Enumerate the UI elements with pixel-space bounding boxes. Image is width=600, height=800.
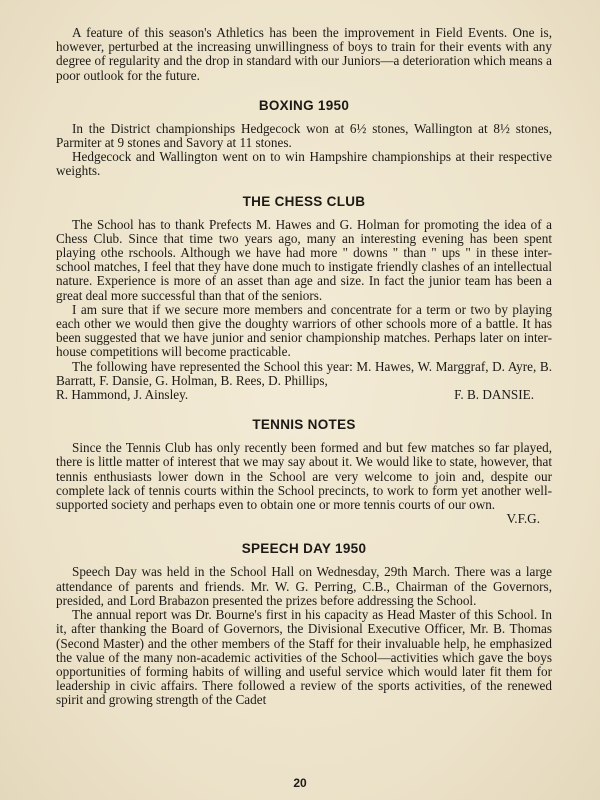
tennis-heading: TENNIS NOTES: [252, 417, 356, 433]
chess-paragraph-2: I am sure that if we secure more members and concentrate for a term or two by playing each other we would then give the doughty warriors of other schools more of a battle. It has been suggested that we have junior and senior championship matches. Perhaps later on inter-house competitions will become practicable.: [56, 301, 552, 360]
tennis-section: [56, 417, 552, 526]
tennis-paragraph: Since the Tennis Club has only recently been formed and but few matches so far played, there is little matter of interest that we may say about it. We would like to state, however, that tennis enthusiasts lower down in the School are very welcome to join and, despite our complete lack of tennis courts within the School precincts, to work to form yet another well-supported society and perhaps even to obtain one or more tennis courts of our own.: [56, 440, 552, 513]
chess-paragraph-3: The following have represented the School this year: M. Hawes, W. Marggraf, D. Ayre, B. Barratt, F. Dansie, G. Holman, B. Rees, D. Phillips,: [56, 358, 552, 388]
athletics-paragraph: A feature of this season's Athletics has been the improvement in Field Events. One is, however, perturbed at the increasing unwillingness of boys to train for their events with any degree of regularity and the drop in standard with our Juniors—a deterioration which means a poor outlook for the future.: [56, 25, 552, 83]
page-number: 20: [293, 776, 307, 790]
speech-day-section: [56, 541, 552, 707]
chess-members-last-line: R. Hammond, J. Ainsley.: [56, 387, 189, 403]
tennis-signoff: V.F.G.: [506, 511, 540, 527]
chess-section: [56, 194, 552, 403]
speech-day-paragraph-1: Speech Day was held in the School Hall on Wednesday, 29th March. There was a large attendance of parents and friends. Mr. W. G. Perring, C.B., Chairman of the Governors, presided, and Lord Brabazon presented the prizes before addressing the School.: [56, 564, 552, 608]
speech-day-paragraph-2: The annual report was Dr. Bourne's first in his capacity as Head Master of this School. In it, after thanking the Board of Governors, the Divisional Executive Officer, Mr. B. Thomas (Second Master) and the other members of the Staff for their invaluable help, he emphasized the value of the many non-academic activities of the School—activities which gave the boys opportunities of forming habits of willing and useful service which would later fit them for leadership in civic affairs. There followed a review of the sports activities, of the renewed spirit and growing strength of the Cadet: [56, 607, 552, 708]
boxing-paragraph-2: Hedgecock and Wallington went on to win Hampshire championships at their respective weights.: [56, 149, 552, 179]
chess-heading: THE CHESS CLUB: [242, 193, 366, 209]
athletics-section: [56, 26, 552, 83]
speech-day-heading: SPEECH DAY 1950: [241, 541, 367, 557]
boxing-paragraph-1: In the District championships Hedgecock won at 6½ stones, Wallington at 8½ stones, Parmiter at 9 stones and Savory at 11 stones.: [56, 120, 552, 151]
boxing-heading: BOXING 1950: [258, 97, 350, 113]
boxing-section: [56, 98, 552, 179]
chess-paragraph-1: The School has to thank Prefects M. Hawes and G. Holman for promoting the idea of a Chess Club. Since that time two years ago, many an interesting evening has been spent playing othe rschools. Although we have had more " downs " than " ups " in these inter-school matches, I feel that they have done much to instigate friendly clashes of an intellectual nature. Experience is more of an asset than age and size. In fact the junior team has been a great deal more successful than that of the seniors.: [56, 216, 552, 303]
chess-signoff: F. B. DANSIE.: [454, 387, 534, 403]
chess-signoff-row: [56, 388, 552, 402]
